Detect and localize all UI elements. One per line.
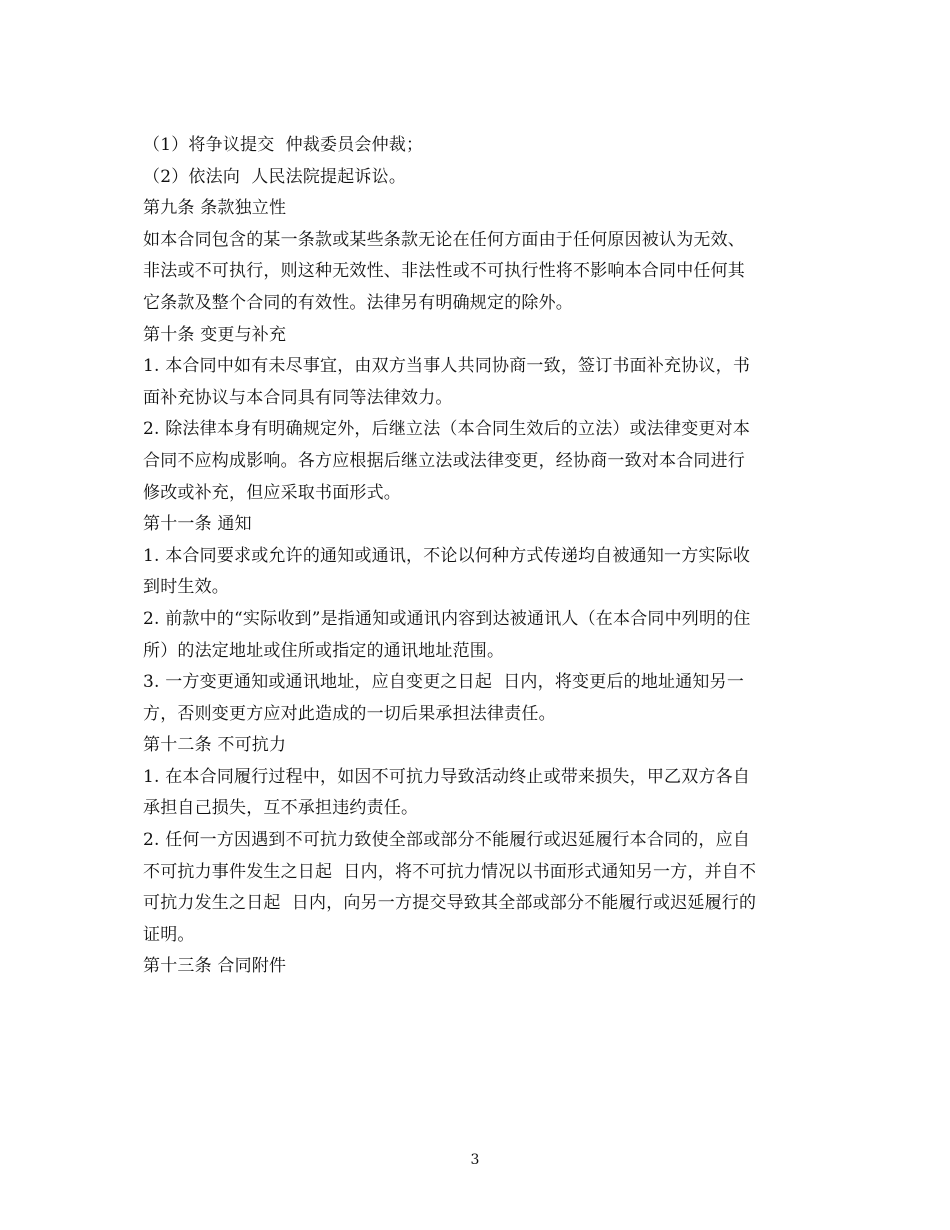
- text-line: 非法或不可执行，则这种无效性、非法性或不可执行性将不影响本合同中任何其: [143, 261, 745, 282]
- text-line: 合同不应构成影响。各方应根据后继立法或法律变更，经协商一致对本合同进行: [143, 450, 745, 471]
- section-heading: 第十三条 合同附件: [143, 956, 287, 977]
- text-line: 可抗力发生之日起 日内，向另一方提交导致其全部或部分不能履行或迟延履行的: [143, 893, 757, 914]
- text-line: 承担自己损失，互不承担违约责任。: [143, 798, 419, 819]
- text-line: 2. 前款中的“实际收到”是指通知或通讯内容到达被通讯人（在本合同中列明的住: [143, 608, 751, 629]
- text-line: 它条款及整个合同的有效性。法律另有明确规定的除外。: [143, 292, 573, 313]
- text-line: 不可抗力事件发生之日起 日内，将不可抗力情况以书面形式通知另一方，并自不: [143, 861, 757, 882]
- text-line: 1. 在本合同履行过程中，如因不可抗力导致活动终止或带来损失，甲乙双方各自: [143, 766, 751, 787]
- text-line: 2. 任何一方因遇到不可抗力致使全部或部分不能履行或迟延履行本合同的，应自: [143, 830, 751, 851]
- text-line: （1）将争议提交 仲裁委员会仲裁；: [143, 135, 424, 155]
- text-line: 1. 本合同中如有未尽事宜，由双方当事人共同协商一致，签订书面补充协议，书: [143, 356, 751, 377]
- text-line: （2）依法向 人民法院提起诉讼。: [143, 166, 407, 187]
- text-line: 所）的法定地址或住所或指定的通讯地址范围。: [143, 640, 505, 661]
- section-heading: 第九条 条款独立性: [143, 198, 287, 219]
- text-line: 2. 除法律本身有明确规定外，后继立法（本合同生效后的立法）或法律变更对本: [143, 419, 751, 440]
- text-line: 3. 一方变更通知或通讯地址，应自变更之日起 日内，将变更后的地址通知另一: [143, 672, 745, 693]
- section-heading: 第十条 变更与补充: [143, 324, 287, 345]
- document-body: [143, 130, 815, 983]
- page-number: 3: [470, 1152, 480, 1168]
- text-line: 如本合同包含的某一条款或某些条款无论在任何方面由于任何原因被认为无效、: [143, 229, 745, 250]
- text-line: 修改或补充，但应采取书面形式。: [143, 482, 401, 503]
- text-line: 面补充协议与本合同具有同等法律效力。: [143, 387, 453, 408]
- text-line: 到时生效。: [143, 577, 229, 598]
- section-heading: 第十一条 通知: [143, 514, 252, 535]
- text-line: 1. 本合同要求或允许的通知或通讯，不论以何种方式传递均自被通知一方实际收: [143, 545, 751, 566]
- text-line: 证明。: [143, 924, 195, 945]
- text-line: 方，否则变更方应对此造成的一切后果承担法律责任。: [143, 703, 556, 724]
- section-heading: 第十二条 不可抗力: [143, 735, 287, 756]
